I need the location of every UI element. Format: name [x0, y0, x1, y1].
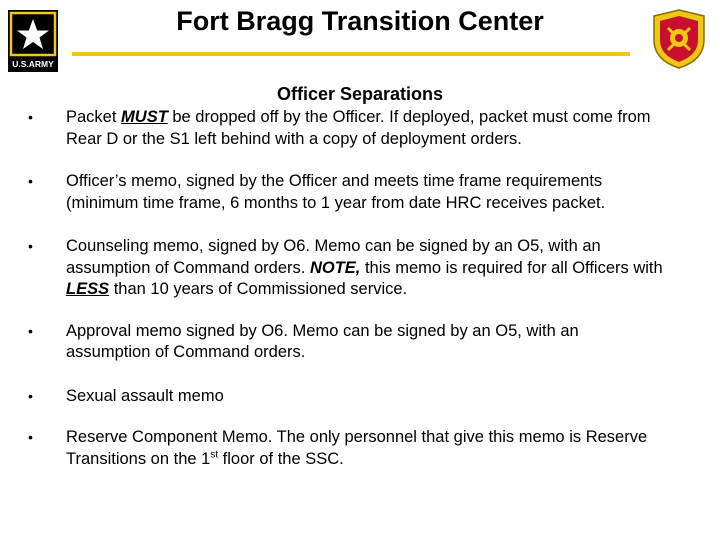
bullet-icon: • [28, 238, 33, 254]
requirements-list [26, 107, 666, 470]
list-item: • Counseling memo, signed by O6. Memo can be signed by an O5, with an assumption of Command orders. NOTE, this memo is required for all Officers with LESS than 10 years of Commissioned service. [28, 237, 663, 298]
list-item: • Reserve Component Memo. The only personnel that give this memo is Reserve Transitions on the 1st floor of the SSC. [28, 428, 648, 468]
army-logo-text: U.S.ARMY [12, 59, 54, 69]
list-item: • Packet MUST be dropped off by the Officer. If deployed, packet must come from Rear D or the S1 left behind with a copy of deployment orders. [28, 108, 651, 148]
bullet-icon: • [28, 322, 33, 339]
list-item: • Officer’s memo, signed by the Officer and meets time frame requirements (minimum time frame, 6 months to 1 year from date HRC receives packet. [28, 172, 606, 212]
slide-subtitle: Officer Separations [276, 84, 444, 104]
list-item: • Sexual assault memo [26, 386, 666, 408]
bullet-icon: • [28, 387, 33, 404]
list-item: • Approval memo signed by O6. Memo can be signed by an O5, with an assumption of Command orders. [28, 321, 579, 361]
bullet-icon: • [28, 429, 33, 445]
bullet-icon: • [28, 173, 33, 189]
title-divider [72, 52, 630, 56]
bullet-icon: • [28, 109, 33, 125]
page-title: Fort Bragg Transition Center [176, 6, 544, 36]
unit-insignia-icon [650, 8, 708, 70]
